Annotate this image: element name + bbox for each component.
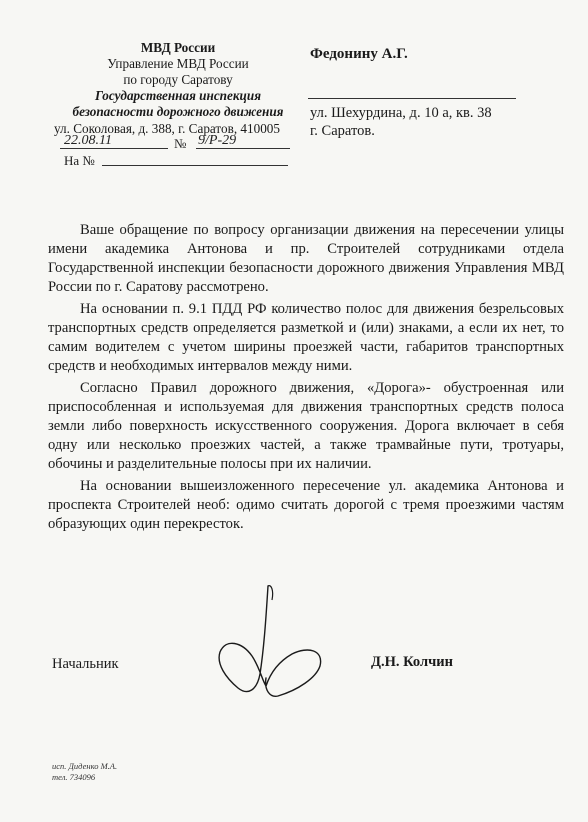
registration-number-label: № [174,136,187,151]
handwritten-signature [208,578,358,713]
signatory-title: Начальник [52,656,119,672]
body-paragraph-1: Ваше обращение по вопросу организации движения на пересечении улицы имени академика Антонова и пр. Строителей сотрудниками отдела Государственной инспекции безопасности дорожного движения Управления МВД России по г. Саратову рассмотрено. [48,222,564,295]
registration-number-underline [196,148,290,149]
recipient-divider [308,98,516,99]
registration-number: 9/Р-29 [198,133,237,148]
reply-reference-underline [102,165,288,166]
registration-date: 22.08.11 [64,133,112,148]
executor-phone: тел. 734096 [52,772,96,782]
sender-inspection-line1: Государственная инспекция [94,88,262,103]
signatory-name: Д.Н. Колчин [371,654,454,670]
recipient-address [310,104,540,140]
sender-inspection-line2: безопасности дорожного движения [72,104,284,119]
body-paragraph-4: На основании вышеизложенного пересечение ул. академика Антонова и проспекта Строителей необ: одимо считать дорогой с тремя проезжими частям образующих один перекресток. [48,478,564,532]
letter-body [48,221,564,537]
recipient-name: Федонину А.Г. [310,46,408,62]
body-paragraph-2: На основании п. 9.1 ПДД РФ количество полос для движения безрельсовых транспортных средств определяется разметкой и (или) знаками, а если их нет, то самим водителем с учетом ширины проезжей части, габаритов транспортных средств и необходимых интервалов между ними. [48,301,564,374]
registration-date-underline [60,148,168,149]
body-paragraph-3: Согласно Правил дорожного движения, «Дорога»- обустроенная или приспособленная и используемая для движения транспортных средств полоса земли либо поверхность искусственного сооружения. Дорога включает в себя одну или несколько проезжих частей, а также трамвайные пути, тротуары, обочины и разделительные полосы при их наличии. [48,380,564,472]
executor-footer [52,761,117,783]
sender-city: по городу Саратову [123,72,233,87]
sender-address: ул. Соколовая, д. 388, г. Саратов, 410005 [54,121,280,136]
sender-department: Управление МВД России [107,56,249,71]
executor-name: исп. Диденко М.А. [52,761,118,771]
registration-line [60,133,292,152]
sender-ministry: МВД России [140,40,216,55]
recipient-address-line1: ул. Шехурдина, д. 10 а, кв. 38 [310,105,492,121]
reply-reference-line [64,153,290,169]
reply-reference-label: На № [64,153,95,168]
sender-block [54,40,302,137]
recipient-address-line2: г. Саратов. [310,123,375,139]
